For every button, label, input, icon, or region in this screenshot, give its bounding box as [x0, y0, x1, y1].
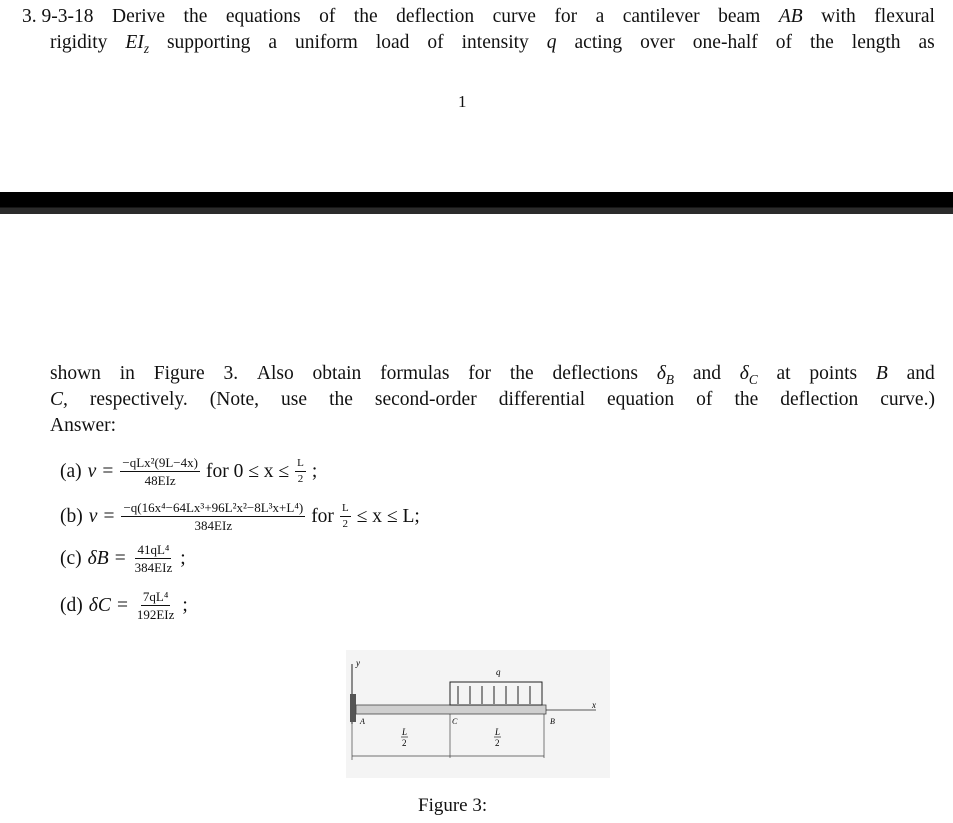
y-axis-label: y: [356, 658, 360, 668]
word: intensity: [461, 32, 529, 53]
word: load: [375, 32, 410, 53]
problem-line-4: [50, 387, 935, 413]
word: formulas: [380, 363, 450, 384]
answer-a-condition: for 0 ≤ x ≤: [205, 460, 290, 482]
dim-right-den: 2: [495, 738, 500, 748]
word: rigidity: [50, 32, 108, 53]
word: supporting: [166, 32, 251, 53]
word: beam: [718, 6, 761, 27]
beam-figure: [346, 650, 610, 778]
x-axis-label: x: [592, 700, 596, 710]
word: uniform: [295, 32, 358, 53]
word: in: [119, 363, 135, 384]
word: of: [775, 32, 792, 53]
answer-a-numerator: −qLx²(9L−4x): [122, 455, 198, 470]
fixed-support: [350, 694, 356, 722]
word: q: [546, 32, 557, 53]
answer-a-lhs: v =: [87, 460, 115, 482]
answer-a-end: ;: [311, 460, 318, 482]
answer-d-denominator: 192EIz: [136, 607, 175, 622]
beam-diagram: [346, 650, 610, 778]
word: deflections: [552, 363, 639, 384]
point-c-label: C: [452, 717, 458, 726]
rigidity-symbol: $EI_z$: [125, 32, 149, 56]
answer-b-cond-fraction: $\frac{L}{2}$: [341, 502, 349, 530]
word: (Note,: [209, 389, 260, 410]
word: at: [776, 363, 791, 384]
word: points: [809, 363, 858, 384]
word: of: [319, 6, 336, 27]
answer-a-denominator: 48EIz: [144, 473, 176, 488]
answer-b-condition: for: [311, 505, 334, 527]
word: acting: [574, 32, 623, 53]
answer-b-lhs: v =: [88, 505, 116, 527]
problem-line-1: [22, 4, 935, 30]
word: 3.: [223, 363, 239, 384]
page-number: 1: [458, 92, 467, 111]
answer-d-numerator: 7qL⁴: [142, 589, 169, 604]
word: equations: [225, 6, 301, 27]
word: of: [427, 32, 444, 53]
dim-left-num: L: [402, 727, 408, 737]
word: Figure: [153, 363, 205, 384]
word: deflection: [396, 6, 475, 27]
word: Also: [256, 363, 294, 384]
word: as: [918, 32, 935, 53]
word: Derive: [111, 6, 166, 27]
load-label: q: [496, 667, 501, 677]
answer-c-label: (c): [60, 547, 82, 569]
word: length: [851, 32, 901, 53]
word: cantilever: [622, 6, 700, 27]
word: C,: [50, 389, 68, 410]
word: a: [595, 6, 605, 27]
word: flexural: [874, 6, 935, 27]
word: deflection: [780, 389, 859, 410]
word: curve.): [880, 389, 935, 410]
figure-caption: Figure 3:: [418, 795, 488, 816]
distributed-load: [450, 682, 542, 705]
answer-c-end: ;: [180, 547, 186, 569]
answer-c: [60, 543, 186, 574]
answer-b-numerator: −q(16x⁴−64Lx³+96L²x²−8L³x+L⁴): [123, 500, 304, 515]
answer-c-denominator: 384EIz: [134, 560, 173, 575]
word: equation: [607, 389, 675, 410]
answer-a-cond-fraction: $\frac{L}{2}$: [297, 457, 304, 485]
answer-b-fraction: [121, 501, 305, 532]
point-a-label: A: [360, 717, 365, 726]
word: for: [554, 6, 578, 27]
word: and: [906, 363, 935, 384]
dim-left-den: 2: [402, 738, 407, 748]
word: the: [734, 389, 759, 410]
word: of: [696, 389, 713, 410]
answer-b-denominator: 384EIz: [194, 518, 233, 533]
word: use: [281, 389, 308, 410]
problem-number: 3. 9-3-18: [22, 6, 94, 27]
word: over: [640, 32, 675, 53]
answer-b-label: (b): [60, 505, 83, 527]
answer-d-label: (d): [60, 594, 83, 616]
word: respectively.: [89, 389, 188, 410]
word: differential: [498, 389, 585, 410]
answer-b: [60, 501, 420, 532]
answer-b-condition-2: ≤ x ≤ L;: [356, 505, 420, 527]
delta-c-symbol: $\delta_C$: [739, 363, 758, 387]
word: the: [183, 6, 208, 27]
answer-c-numerator: 41qL⁴: [137, 542, 170, 557]
answer-d-fraction: [135, 590, 177, 621]
word: and: [692, 363, 721, 384]
word: one-half: [692, 32, 758, 53]
answer-a-label: (a): [60, 460, 82, 482]
point-b-label: B: [550, 717, 555, 726]
word: curve: [492, 6, 536, 27]
word: a: [268, 32, 278, 53]
answer-c-fraction: [133, 543, 175, 574]
answer-label: Answer:: [50, 415, 117, 436]
beam: [356, 705, 546, 714]
answer-d-end: ;: [182, 594, 188, 616]
word: the: [329, 389, 353, 410]
word: obtain: [312, 363, 362, 384]
page-divider: [0, 192, 953, 214]
word: second-order: [374, 389, 477, 410]
word: the: [353, 6, 378, 27]
answer-c-lhs: δB =: [87, 547, 127, 569]
dim-right-num: L: [495, 727, 501, 737]
word: the: [809, 32, 834, 53]
answer-a: [60, 456, 317, 487]
word: shown: [50, 363, 101, 384]
delta-b-symbol: $\delta_B$: [656, 363, 674, 387]
word: B: [875, 363, 888, 384]
load-arrows: [458, 686, 530, 704]
word: with: [821, 6, 856, 27]
problem-line-2: [50, 30, 935, 62]
answer-a-fraction: [120, 456, 200, 487]
answer-d: [60, 590, 188, 621]
word: for: [468, 363, 491, 384]
word: the: [509, 363, 534, 384]
answer-d-lhs: δC =: [88, 594, 129, 616]
word: AB: [778, 6, 803, 27]
